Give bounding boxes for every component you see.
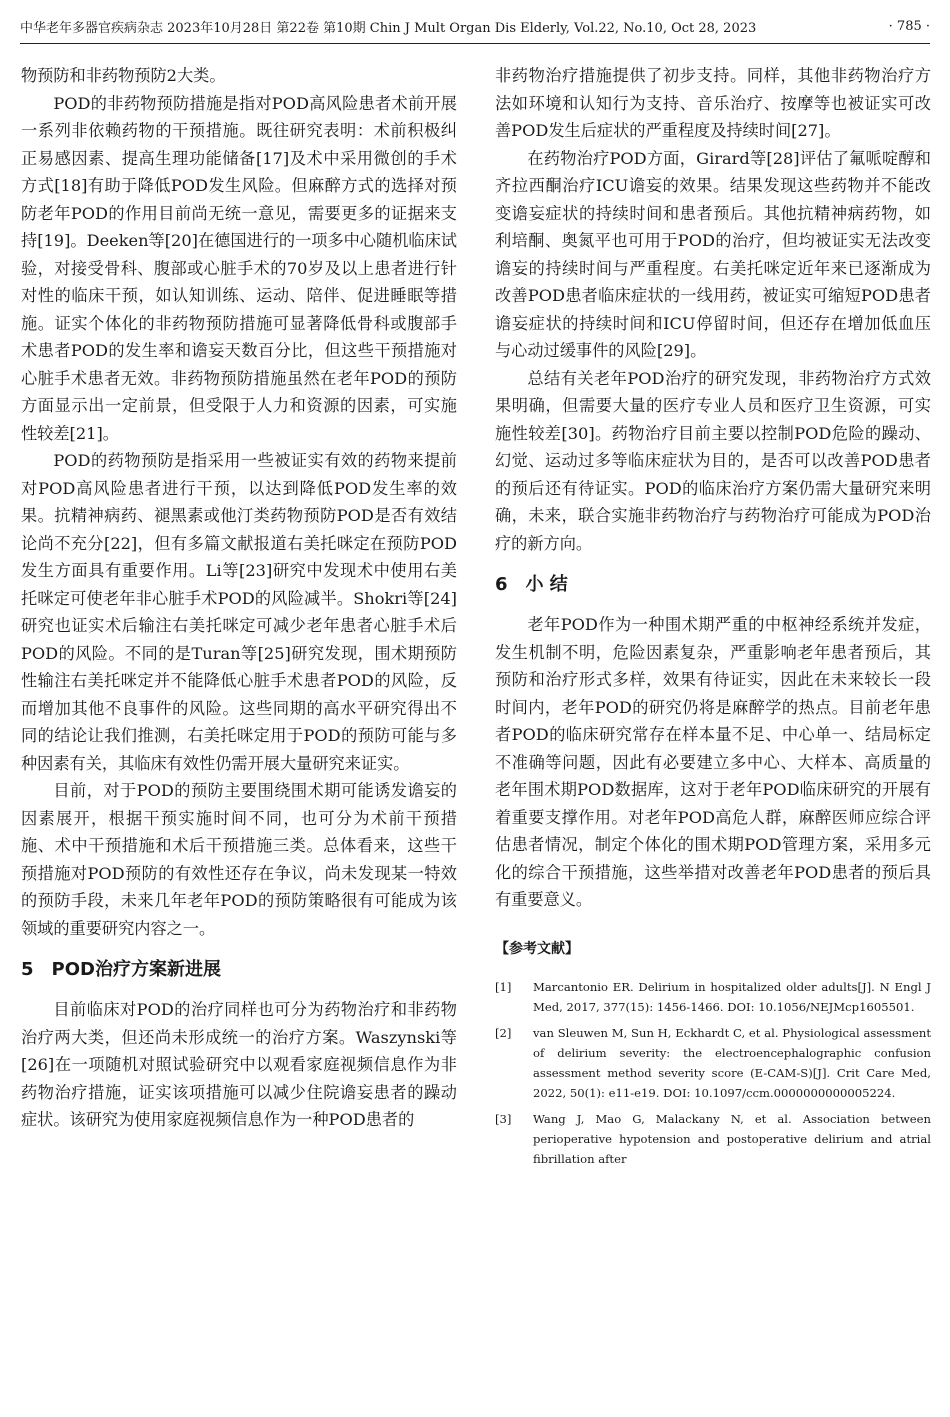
reference-text: Wang J, Mao G, Malackany N, et al. Association between perioperative hypotension and postoperative delirium and atrial fibrillation after bbox=[533, 1112, 931, 1166]
section-title: POD治疗方案新进展 bbox=[51, 959, 221, 980]
paragraph: 非药物治疗措施提供了初步支持。同样，其他非药物治疗方法如环境和认知行为支持、音乐治疗、按摩等也被证实可改善POD发生后症状的严重程度及持续时间[27]。 bbox=[495, 66, 931, 140]
paragraph: 老年POD作为一种围术期严重的中枢神经系统并发症，发生机制不明，危险因素复杂，严重影响老年患者预后，其预防和治疗形式多样，效果有待证实，因此在未来较长一段时间内，老年POD的研究仍将是麻醉学的热点。目前老年患者POD的临床研究常存在样本量不足、中心单一、结局标定不准确等问题，因此有必要建立多中心、大样本、高质量的老年围术期POD数据库，这对于老年POD临床研究的开展有着重要支撑作用。对老年POD高危人群，麻醉医师应综合评估患者情况，制定个体化的围术期POD管理方案，采用多元化的综合干预措施，这些举措对改善老年POD患者的预后具有重要意义。 bbox=[495, 615, 931, 909]
header-rule bbox=[20, 43, 930, 44]
section-heading-5 bbox=[21, 956, 457, 984]
references-heading: 【参考文献】 bbox=[495, 940, 579, 957]
section-title: 小 结 bbox=[525, 574, 568, 595]
reference-number: [2] bbox=[495, 1026, 512, 1040]
reference-text: Marcantonio ER. Delirium in hospitalized older adults[J]. N Engl J Med, 2017, 377(15): 1456-1466. DOI: 10.1056/NEJMcp1605501. bbox=[533, 980, 931, 1014]
running-header bbox=[20, 14, 930, 38]
paragraph: 目前，对于POD的预防主要围绕围术期可能诱发谵妄的因素展开，根据干预实施时间不同，也可分为术前干预措施、术中干预措施和术后干预措施三类。总体看来，这些干预措施对POD预防的有效性还存在争议，尚未发现某一特效的预防手段，未来几年老年POD的预防策略很有可能成为该领域的重要研究内容之一。 bbox=[21, 781, 457, 938]
paragraph: 在药物治疗POD方面，Girard等[28]评估了氟哌啶醇和齐拉西酮治疗ICU谵妄的效果。结果发现这些药物并不能改变谵妄症状的持续时间和患者预后。其他抗精神病药物，如利培酮、奥氮平也可用于POD的治疗，但均被证实无法改变谵妄的持续时间与严重程度。右美托咪定近年来已逐渐成为改善POD患者临床症状的一线用药，被证实可缩短POD患者谵妄症状的持续时间和ICU停留时间，但还存在增加低血压与心动过缓事件的风险[29]。 bbox=[495, 148, 931, 360]
section-number: 6 bbox=[495, 574, 508, 595]
section-number: 5 bbox=[21, 959, 34, 980]
reference-text: van Sleuwen M, Sun H, Eckhardt C, et al. Physiological assessment of delirium severity: the electroencephalographic confusion assessment method severity score (E-CAM-S)[J]. Crit Care Med, 2022, 50(1): e11-e19. DOI: 10.1097/ccm.0000000000005224. bbox=[533, 1026, 931, 1100]
reference-number: [3] bbox=[495, 1112, 512, 1126]
paragraph: 物预防和非药物预防2大类。 bbox=[21, 66, 226, 85]
page-number: · 785 · bbox=[888, 18, 930, 34]
journal-info: 中华老年多器官疾病杂志 2023年10月28日 第22卷 第10期 Chin J Mult Organ Dis Elderly, Vol.22, No.10, Oct 28, 2023 bbox=[20, 20, 757, 36]
left-column bbox=[21, 62, 457, 1134]
paragraph: 总结有关老年POD治疗的研究发现，非药物治疗方式效果明确，但需要大量的医疗专业人员和医疗卫生资源，可实施性较差[30]。药物治疗目前主要以控制POD危险的躁动、幻觉、运动过多等临床症状为目的，是否可以改善POD患者的预后还有待证实。POD的临床治疗方案仍需大量研究来明确，未来，联合实施非药物治疗与药物治疗可能成为POD治疗的新方向。 bbox=[495, 368, 931, 553]
paragraph: POD的药物预防是指采用一些被证实有效的药物来提前对POD高风险患者进行干预，以达到降低POD发生率的效果。抗精神病药、褪黑素或他汀类药物预防POD是否有效结论尚不充分[22]，但有多篇文献报道右美托咪定在预防POD发生方面具有重要作用。Li等[23]研究中发现术中使用右美托咪定可使老年非心脏手术POD的风险减半。Shokri等[24]研究也证实术后输注右美托咪定可减少老年患者心脏手术后POD的风险。不同的是Turan等[25]研究发现，围术期预防性输注右美托咪定并不能降低心脏手术患者POD的风险，反而增加其他不良事件的风险。这些同期的高水平研究得出不同的结论让我们推测，右美托咪定用于POD的预防可能与多种因素有关，其临床有效性仍需开展大量研究来证实。 bbox=[21, 451, 457, 773]
paragraph: POD的非药物预防措施是指对POD高风险患者术前开展一系列非依赖药物的干预措施。既往研究表明：术前积极纠正易感因素、提高生理功能储备[17]及术中采用微创的手术方式[18]有助于降低POD发生风险。但麻醉方式的选择对预防老年POD的作用目前尚无统一意见，需要更多的证据来支持[19]。Deeken等[20]在德国进行的一项多中心随机临床试验，对接受骨科、腹部或心脏手术的70岁及以上患者进行针对性的临床干预，如认知训练、运动、陪伴、促进睡眠等措施。证实个体化的非药物预防措施可显著降低骨科或腹部手术患者POD的发生率和谵妄天数百分比，但这些干预措施对心脏手术患者无效。非药物预防措施虽然在老年POD的预防方面显示出一定前景，但受限于人力和资源的因素，可实施性较差[21]。 bbox=[21, 93, 457, 443]
section-heading-6 bbox=[495, 571, 931, 599]
reference-number: [1] bbox=[495, 980, 512, 994]
reference-item bbox=[495, 977, 931, 1017]
reference-item bbox=[495, 1109, 931, 1169]
right-column bbox=[495, 62, 931, 1175]
paragraph: 目前临床对POD的治疗同样也可分为药物治疗和非药物治疗两大类，但还尚未形成统一的治疗方案。Waszynski等[26]在一项随机对照试验研究中以观看家庭视频信息作为非药物治疗措施，证实该项措施可以减少住院谵妄患者的躁动症状。该研究为使用家庭视频信息作为一种POD患者的 bbox=[21, 1000, 457, 1129]
reference-item bbox=[495, 1023, 931, 1103]
